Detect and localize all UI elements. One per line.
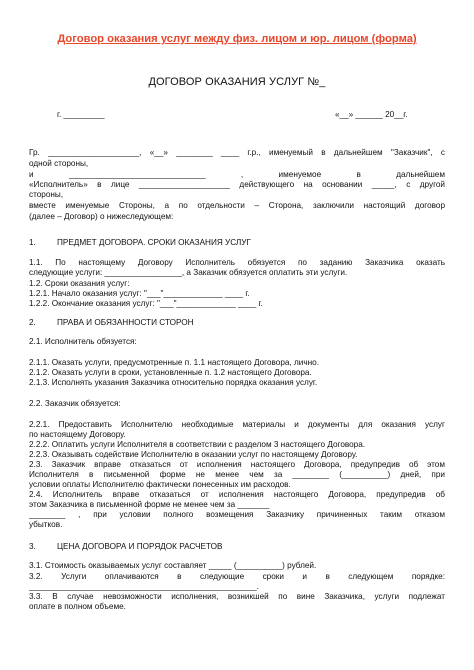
clause-line: ________ , при условии полного возмещения Заказчику причиненных таким отказом	[29, 510, 445, 519]
clause-line: Исполнителя в письменной форме не менее чем за ________ (__________) дней, при	[29, 470, 445, 479]
date-line: «__» ______ 20__г.	[335, 110, 408, 119]
section-title: ЦЕНА ДОГОВОРА И ПОРЯДОК РАСЧЕТОВ	[57, 542, 223, 551]
preamble-line: стороны,	[29, 190, 64, 199]
clause-line: __________________________________________________.	[29, 582, 259, 591]
clause-line: 2.2.2. Оплатить услуги Исполнителя в соответствии с разделом 3 настоящего Договора.	[29, 440, 366, 449]
section-title: ПРЕДМЕТ ДОГОВОРА. СРОКИ ОКАЗАНИЯ УСЛУГ	[57, 238, 251, 247]
clause-line: 2.3. Заказчик вправе отказаться от исполнения настоящего Договора, предупредив об этом	[29, 460, 445, 469]
clause-line: 3.2. Услуги оплачиваются в следующие сроки и в следующем порядке:	[29, 572, 445, 581]
clause-line: 3.3. В случае невозможности исполнения, возникшей по вине Заказчика, услуги подлежат	[29, 592, 445, 601]
city-line: г. _________	[57, 110, 105, 119]
clause-line: 3.1. Стоимость оказываемых услуг составляет _____ (__________) рублей.	[29, 561, 317, 570]
clause-line: условии оплаты Исполнителю фактически понесенных им расходов.	[29, 480, 291, 489]
preamble-line: «Исполнитель» в лице ____________________ действующего на основании _____, с другой	[29, 180, 445, 189]
clause-line: 2.1. Исполнитель обязуется:	[29, 337, 137, 346]
clause-line: по настоящему Договору.	[29, 430, 126, 439]
clause-line: 1.2.1. Начало оказания услуг: "___"_____________ ____ г.	[29, 289, 250, 298]
clause-line: 2.2.1. Предоставить Исполнителю необходимые материалы и документы для оказания услуг	[29, 420, 445, 429]
section-title: ПРАВА И ОБЯЗАННОСТИ СТОРОН	[57, 318, 194, 327]
clause-line: этом Заказчика в письменной форме не менее чем за _______	[29, 500, 270, 509]
clause-line: убытков.	[29, 520, 63, 529]
clause-line: 1.2. Сроки оказания услуг:	[29, 279, 130, 288]
preamble-line: Гр. ____________________, «__» ________ ____ г.р., именуемый в дальнейшем "Заказчик", с	[29, 148, 445, 157]
section-number: 2.	[29, 318, 36, 327]
header-link[interactable]: Договор оказания услуг между физ. лицом и юр. лицом (форма)	[57, 33, 417, 45]
clause-line: 2.1.2. Оказать услуги в сроки, установленные п. 1.2 настоящего Договора.	[29, 368, 312, 377]
clause-line: 2.2. Заказчик обязуется:	[29, 399, 121, 408]
clause-line: 1.1. По настоящему Договору Исполнитель обязуется по заданию Заказчика оказать	[29, 258, 445, 267]
section-number: 1.	[29, 238, 36, 247]
preamble-line: (далее – Договор) о нижеследующем:	[29, 212, 174, 221]
preamble-line: вместе именуемые Стороны, а по отдельности – Сторона, заключили настоящий договор	[29, 201, 445, 210]
section-number: 3.	[29, 542, 36, 551]
preamble-line: одной стороны,	[29, 159, 89, 168]
clause-line: 2.4. Исполнитель вправе отказаться от исполнения настоящего Договора, предупредив об	[29, 490, 445, 499]
clause-line: 1.2.2. Окончание оказания услуг: "___"_____________ ____ г.	[29, 299, 263, 308]
document-title: ДОГОВОР ОКАЗАНИЯ УСЛУГ №_	[148, 76, 326, 88]
clause-line: оплате в полном объеме.	[29, 602, 126, 611]
clause-line: 2.2.3. Оказывать содействие Исполнителю в оказании услуг по настоящему Договору.	[29, 450, 358, 459]
clause-line: 2.1.1. Оказать услуги, предусмотренные п. 1.1 настоящего Договора, лично.	[29, 358, 319, 367]
clause-line: следующие услуги: _________________, а Заказчик обязуется оплатить эти услуги.	[29, 268, 348, 277]
preamble-line: и ______________________________ , именуемое в дальнейшем	[29, 170, 445, 179]
clause-line: 2.1.3. Исполнять указания Заказчика относительно порядка оказания услуг.	[29, 378, 318, 387]
